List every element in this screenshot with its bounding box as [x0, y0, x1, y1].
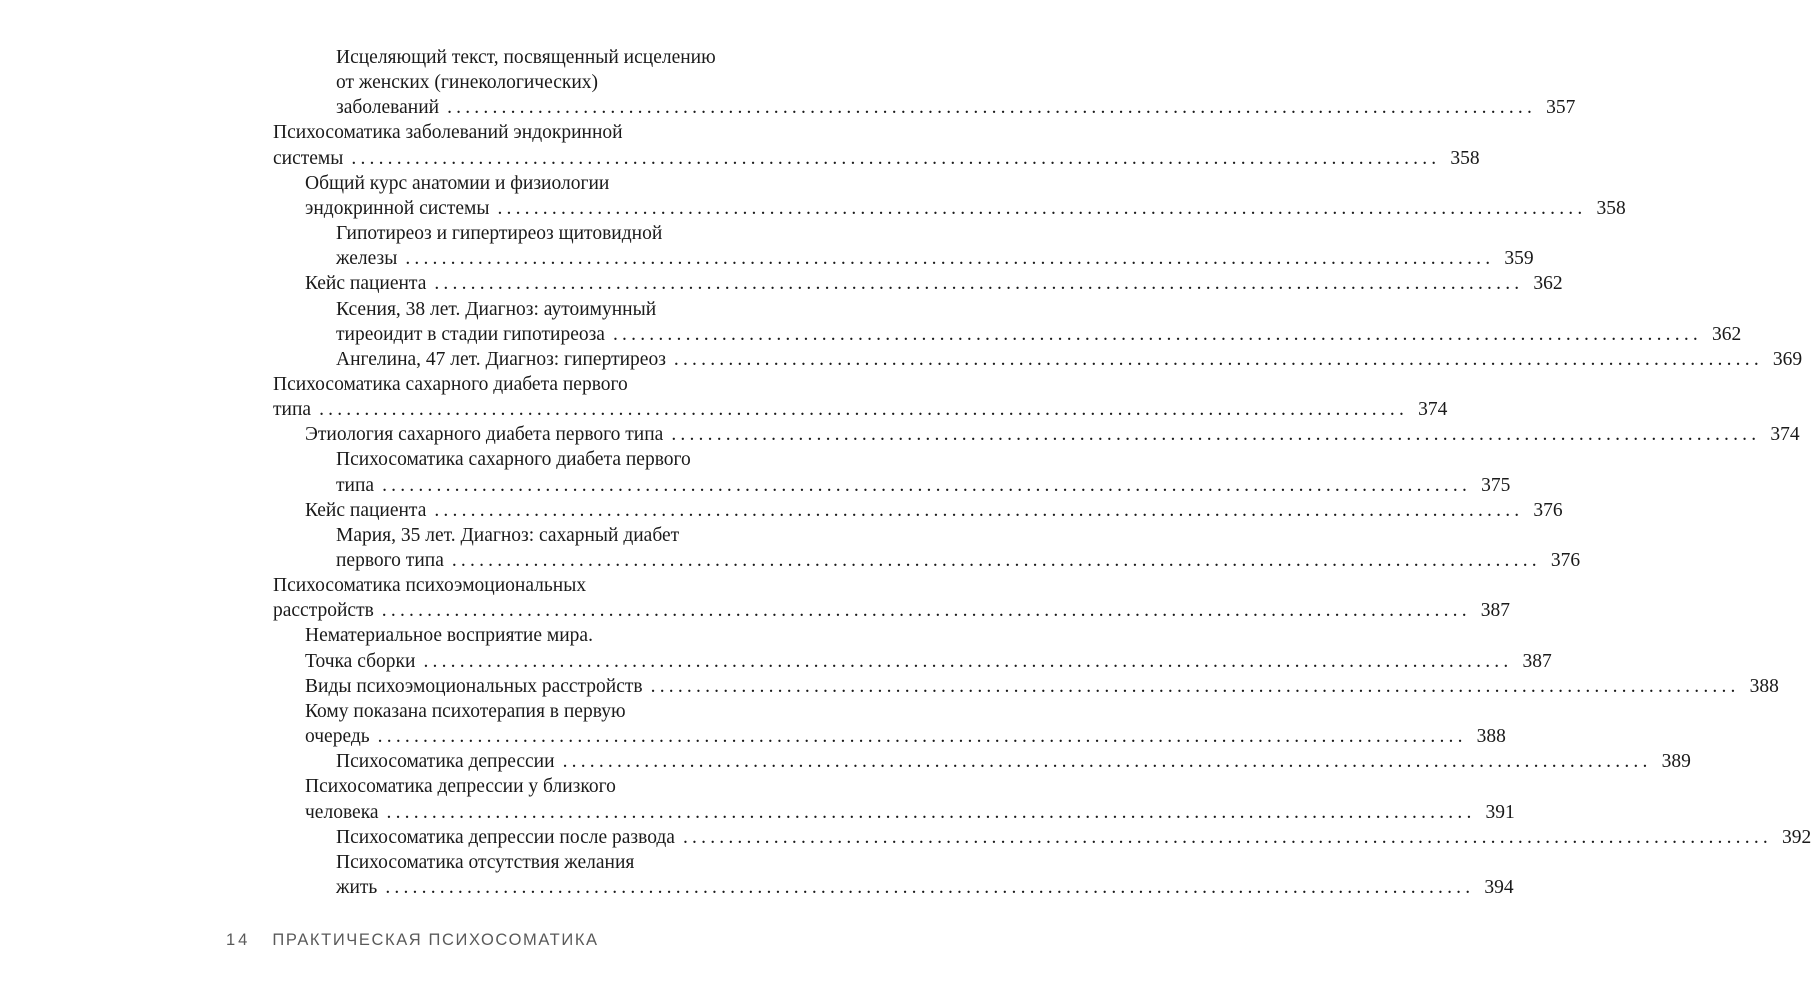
- toc-entry-line: [305, 699, 626, 725]
- toc-entry-line: [305, 271, 1563, 297]
- dot-leader: ........................................................................................................................: [423, 650, 1513, 672]
- page-footer: [226, 931, 599, 950]
- toc-entry-line: [336, 447, 691, 473]
- toc-entry-line: [336, 95, 1576, 121]
- toc-entry-line: [273, 120, 623, 146]
- toc-entry-title: Психосоматика сахарного диабета первого: [273, 373, 628, 395]
- toc-entry-line: [336, 749, 1691, 775]
- toc-entry-title: Точка сборки: [305, 650, 416, 672]
- toc-entry-line: [305, 623, 593, 649]
- toc-entry-title: Психосоматика депрессии после развода: [336, 826, 675, 848]
- toc-entry-title: Психосоматика психоэмоциональных: [273, 575, 587, 597]
- toc-entry-line: [336, 850, 634, 876]
- dot-leader: ........................................................................................................................: [682, 826, 1772, 848]
- toc-entry-title: системы: [273, 147, 344, 169]
- toc-entry-title: типа: [273, 399, 312, 421]
- dot-leader: ........................................................................................................................: [451, 550, 1541, 571]
- toc-entry-line: [273, 598, 1511, 624]
- toc-entry-line: [305, 800, 1515, 826]
- toc-entry-title: Виды психоэмоциональных расстройств: [305, 675, 643, 697]
- toc-entry-title: Психосоматика отсутствия желания: [336, 851, 635, 873]
- toc-page-number: 362: [1533, 273, 1563, 295]
- dot-leader: ........................................................................................................................: [319, 399, 1409, 421]
- dot-leader: ........................................................................................................................: [650, 675, 1740, 697]
- toc-entry-line: [305, 422, 1800, 448]
- toc-entry-title: Исцеляющий текст, посвященный исцелению: [336, 47, 716, 68]
- toc-entry-line: [273, 397, 1448, 423]
- toc-entry-line: [305, 171, 609, 197]
- toc-entry-title: Психосоматика заболеваний эндокринной: [273, 122, 623, 144]
- toc-page-number: 374: [1770, 424, 1800, 446]
- toc-entry-title: очередь: [305, 726, 370, 748]
- toc-page-number: 374: [1418, 399, 1448, 421]
- toc-entry-title: Кейс пациента: [305, 273, 427, 295]
- toc-entry-line: [305, 649, 1552, 675]
- toc-entry-line: [305, 498, 1563, 524]
- toc-page-number: 376: [1533, 499, 1563, 521]
- toc-page-number: 389: [1661, 751, 1691, 773]
- toc-entry-line: [336, 347, 1803, 373]
- toc-entry-title: тиреоидит в стадии гипотиреоза: [336, 323, 605, 345]
- toc-page-number: 394: [1484, 876, 1514, 898]
- dot-leader: ........................................................................................................................: [377, 726, 1467, 748]
- toc-entry-line: [305, 774, 616, 800]
- toc-page-number: 392: [1781, 826, 1811, 848]
- dot-leader: ........................................................................................................................: [612, 323, 1702, 345]
- toc-entry-line: [336, 875, 1514, 901]
- toc-entry-title: заболеваний: [336, 97, 440, 119]
- dot-leader: ........................................................................................................................: [434, 273, 1524, 295]
- toc-page-number: 376: [1550, 550, 1581, 571]
- toc-entry-title: от женских (гинекологических): [336, 72, 599, 94]
- toc-entry-title: Мария, 35 лет. Диагноз: сахарный диабет: [336, 524, 680, 546]
- dot-leader: ........................................................................................................................: [673, 348, 1763, 370]
- toc-entry-line: [273, 573, 586, 599]
- toc-entry-title: типа: [336, 474, 375, 496]
- toc-entry-title: Ангелина, 47 лет. Диагноз: гипертиреоз: [336, 348, 666, 370]
- dot-leader: ........................................................................................................................: [386, 801, 1476, 823]
- dot-leader: ........................................................................................................................: [385, 876, 1475, 898]
- toc-entry-title: Психосоматика депрессии у близкого: [305, 776, 616, 798]
- toc-entry-line: [336, 297, 656, 323]
- dot-leader: ........................................................................................................................: [382, 474, 1472, 496]
- toc-entry-title: Кейс пациента: [305, 499, 427, 521]
- dot-leader: ........................................................................................................................: [434, 499, 1524, 521]
- toc-entry-title: Этиология сахарного диабета первого типа: [305, 424, 664, 446]
- dot-leader: ........................................................................................................................: [447, 97, 1537, 119]
- toc-entry-line: [336, 548, 1581, 574]
- toc-entry-title: Нематериальное восприятие мира.: [305, 625, 593, 647]
- toc-entry-line: [336, 45, 716, 71]
- dot-leader: ........................................................................................................................: [671, 424, 1761, 446]
- toc-page-number: 387: [1480, 600, 1511, 622]
- toc-entry-line: [336, 473, 1511, 499]
- toc-page-number: 369: [1772, 348, 1803, 370]
- toc-entry-title: эндокринной системы: [305, 197, 490, 219]
- toc-entry-title: Гипотиреоз и гипертиреоз щитовидной: [336, 223, 663, 245]
- toc-entry-title: Общий курс анатомии и физиологии: [305, 172, 610, 194]
- toc-page-number: 388: [1749, 675, 1779, 697]
- toc-entry-line: [336, 523, 679, 549]
- toc-page-number: 387: [1522, 650, 1552, 672]
- page-number: 14: [226, 931, 251, 949]
- toc-entry-title: Кому показана психотерапия в первую: [305, 700, 626, 722]
- toc-entry-line: [305, 674, 1779, 700]
- toc-entry-title: человека: [305, 801, 379, 823]
- toc-page-number: 388: [1476, 726, 1506, 748]
- toc-page-number: 391: [1485, 801, 1515, 823]
- toc-page-number: 358: [1450, 147, 1480, 169]
- toc-entry-line: [336, 70, 598, 96]
- running-title: ПРАКТИЧЕСКАЯ ПСИХОСОМАТИКА: [272, 931, 599, 949]
- toc-entry-title: железы: [336, 248, 398, 270]
- dot-leader: ........................................................................................................................: [497, 197, 1587, 219]
- toc-entry-line: [273, 372, 628, 398]
- toc-entry-title: Психосоматика сахарного диабета первого: [336, 449, 691, 471]
- toc-entry-line: [305, 724, 1506, 750]
- toc-entry-line: [336, 246, 1534, 272]
- toc-entry-line: [336, 825, 1811, 851]
- toc-entry-line: [336, 221, 662, 247]
- toc-entry-line: [305, 196, 1626, 222]
- dot-leader: ........................................................................................................................: [562, 751, 1652, 773]
- toc-page-number: 358: [1596, 197, 1626, 219]
- dot-leader: ........................................................................................................................: [405, 248, 1495, 270]
- toc-entry-title: Психосоматика депрессии: [336, 751, 555, 773]
- toc-entry-line: [273, 146, 1480, 172]
- toc-page-number: 357: [1546, 97, 1576, 119]
- dot-leader: ........................................................................................................................: [381, 600, 1471, 622]
- toc-page-number: 362: [1711, 323, 1742, 345]
- toc-entry-title: первого типа: [336, 550, 444, 571]
- toc-entry-title: жить: [336, 876, 378, 898]
- toc-entry-line: [336, 322, 1742, 348]
- toc-page-number: 359: [1504, 248, 1534, 270]
- toc-page-number: 375: [1481, 474, 1511, 496]
- toc-entry-title: Ксения, 38 лет. Диагноз: аутоимунный: [336, 298, 657, 320]
- dot-leader: ........................................................................................................................: [351, 147, 1441, 169]
- toc-entry-title: расстройств: [273, 600, 374, 622]
